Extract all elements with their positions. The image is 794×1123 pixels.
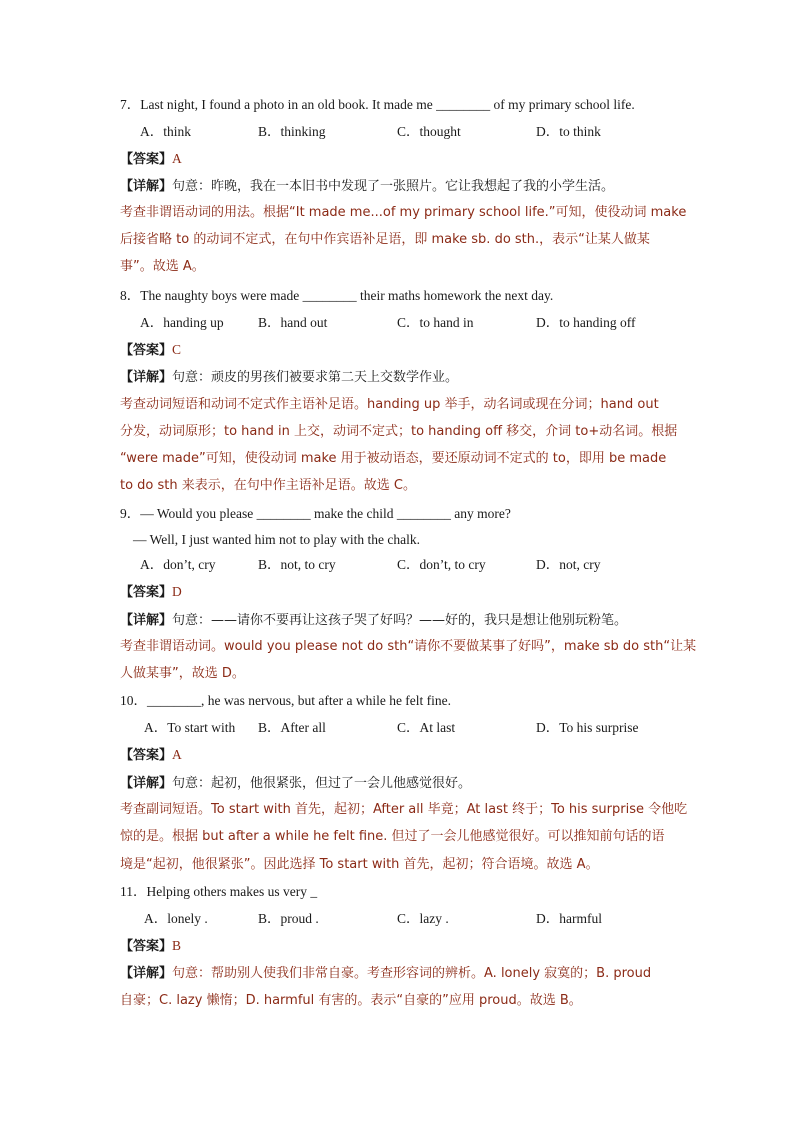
detail-line: 惊的是。根据 but after a while he felt fine. 但过了一会儿他感觉很好。可以推知前句话的语 xyxy=(120,829,665,844)
answer-line xyxy=(120,936,181,957)
option-b: B．proud . xyxy=(258,911,319,926)
option-c: C．to hand in xyxy=(397,315,474,330)
detail-line: 事”。故选 A。 xyxy=(120,259,205,274)
options-row xyxy=(120,909,680,929)
detail-label: 【详解】 xyxy=(120,613,173,628)
question-stem: 10．________, he was nervous, but after a while he felt fine. xyxy=(120,693,452,708)
option-a: A．To start with xyxy=(144,720,236,735)
answer-value: D xyxy=(172,584,182,599)
question-stem-reply: — Well, I just wanted him not to play with the chalk. xyxy=(133,532,420,547)
answer-label: 【答案】 xyxy=(120,939,173,954)
detail-line: 【详解】句意：——请你不要再让这孩子哭了好吗？——好的，我只是想让他别玩粉笔。 xyxy=(120,613,628,628)
option-c: C．At last xyxy=(397,720,456,735)
detail-label: 【详解】 xyxy=(120,179,173,194)
option-b: B．thinking xyxy=(258,124,326,139)
detail-line: 【详解】句意：帮助别人使我们非常自豪。考查形容词的辨析。A. lonely 寂寞的；B. proud xyxy=(120,966,652,981)
option-a: A．handing up xyxy=(140,315,224,330)
options-row xyxy=(120,122,680,142)
option-d: D．harmful xyxy=(536,911,602,926)
detail-line: 考查副词短语。To start with 首先，起初；After all 毕竟；At last 终于；To his surprise 令他吃 xyxy=(120,802,688,817)
options-row xyxy=(120,313,680,333)
answer-label: 【答案】 xyxy=(120,343,173,358)
option-b: B．After all xyxy=(258,720,326,735)
option-d: D．to handing off xyxy=(536,315,636,330)
answer-line xyxy=(120,582,182,603)
answer-line xyxy=(120,745,182,766)
question-stem: 11．Helping others makes us very _ xyxy=(120,884,318,899)
option-c: C．thought xyxy=(397,124,461,139)
option-a: A．don’t, cry xyxy=(140,557,216,572)
detail-line: 【详解】句意：昨晚，我在一本旧书中发现了一张照片。它让我想起了我的小学生活。 xyxy=(120,179,615,194)
answer-value: A xyxy=(172,747,182,762)
answer-label: 【答案】 xyxy=(120,748,173,763)
detail-line: 自豪；C. lazy 懒惰；D. harmful 有害的。表示“自豪的”应用 proud。故选 B。 xyxy=(120,993,582,1008)
detail-label: 【详解】 xyxy=(120,776,173,791)
detail-line: 境是“起初，他很紧张”。因此选择 To start with 首先，起初；符合语境。故选 A。 xyxy=(120,857,599,872)
option-b: B．not, to cry xyxy=(258,557,336,572)
option-c: C．don’t, to cry xyxy=(397,557,486,572)
option-a: A．think xyxy=(140,124,192,139)
detail-line: 分发，动词原形；to hand in 上交，动词不定式；to handing off 移交，介词 to+动名词。根据 xyxy=(120,424,678,439)
detail-label: 【详解】 xyxy=(120,966,173,981)
detail-line: 考查非谓语动词。would you please not do sth“请你不要做某事了好吗”，make sb do sth“让某 xyxy=(120,639,697,654)
detail-line: 考查动词短语和动词不定式作主语补足语。handing up 举手，动名词或现在分词；hand out xyxy=(120,397,659,412)
answer-line xyxy=(120,340,181,361)
detail-label: 【详解】 xyxy=(120,370,173,385)
option-d: D．not, cry xyxy=(536,557,601,572)
answer-line xyxy=(120,149,182,170)
answer-label: 【答案】 xyxy=(120,152,173,167)
detail-line: to do sth 来表示，在句中作主语补足语。故选 C。 xyxy=(120,478,416,493)
question-stem: 8．The naughty boys were made ________ their maths homework the next day. xyxy=(120,288,554,303)
option-d: D．To his surprise xyxy=(536,720,639,735)
detail-line: 【详解】句意：起初，他很紧张，但过了一会儿他感觉很好。 xyxy=(120,776,472,791)
detail-line: “were made”可知，使役动词 make 用于被动语态，要还原动词不定式的 to，即用 be made xyxy=(120,451,667,466)
answer-value: A xyxy=(172,151,182,166)
answer-value: C xyxy=(172,342,182,357)
answer-label: 【答案】 xyxy=(120,585,173,600)
detail-line: 后接省略 to 的动词不定式，在句中作宾语补足语，即 make sb. do sth.，表示“让某人做某 xyxy=(120,232,650,247)
options-row xyxy=(120,718,680,738)
answer-value: B xyxy=(172,938,182,953)
option-b: B．hand out xyxy=(258,315,328,330)
question-stem: 9．— Would you please ________ make the child ________ any more? xyxy=(120,506,511,521)
detail-line: 人做某事”，故选 D。 xyxy=(120,666,245,681)
option-d: D．to think xyxy=(536,124,601,139)
options-row xyxy=(120,555,680,575)
question-stem: 7．Last night, I found a photo in an old book. It made me ________ of my primary school life. xyxy=(120,97,635,112)
detail-line: 考查非谓语动词的用法。根据“It made me...of my primary school life.”可知，使役动词 make xyxy=(120,205,687,220)
option-a: A．lonely . xyxy=(144,911,208,926)
detail-line: 【详解】句意：顽皮的男孩们被要求第二天上交数学作业。 xyxy=(120,370,459,385)
option-c: C．lazy . xyxy=(397,911,449,926)
